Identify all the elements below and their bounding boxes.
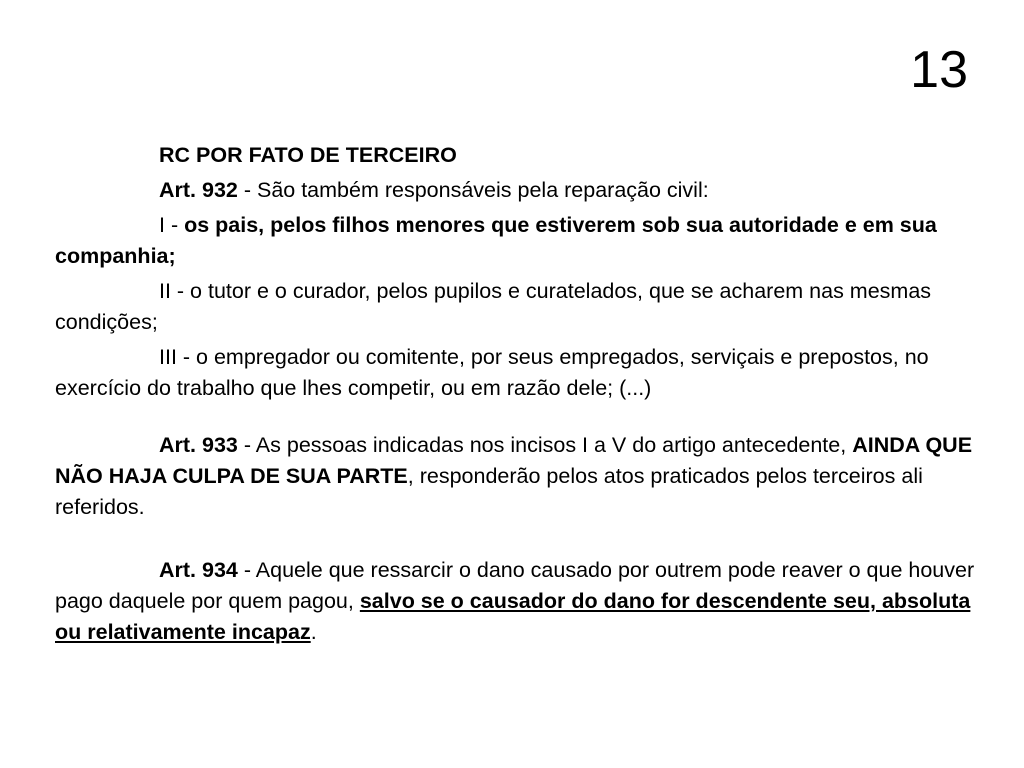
- article-933-text-1: - As pessoas indicadas nos incisos I a V do artigo antecedente,: [237, 433, 853, 457]
- article-933-emphasis: AINDA QUE NÃO HAJA CULPA DE SUA PARTE: [55, 433, 973, 488]
- inciso-1-text: os pais, pelos filhos menores que estiverem sob sua autoridade e em sua companhia;: [55, 213, 937, 268]
- inciso-3: [55, 342, 980, 404]
- inciso-1: [55, 210, 980, 272]
- inciso-1-prefix: I -: [159, 213, 185, 237]
- section-heading: [55, 140, 980, 171]
- article-934-text-2: .: [310, 620, 317, 644]
- article-934-emphasis: salvo se o causador do dano for descendente seu, absoluta ou relativamente incapaz: [55, 589, 971, 644]
- article-934-text-1: - Aquele que ressarcir o dano causado por outrem pode reaver o que houver pago daquele por quem pagou,: [55, 558, 975, 613]
- article-934: [55, 555, 980, 648]
- heading-text: RC POR FATO DE TERCEIRO: [159, 143, 457, 167]
- inciso-2-text: II - o tutor e o curador, pelos pupilos e curatelados, que se acharem nas mesmas condições;: [55, 279, 932, 334]
- article-932: [55, 175, 980, 206]
- inciso-2: [55, 276, 980, 338]
- article-933-text-2: , responderão pelos atos praticados pelos terceiros ali referidos.: [55, 464, 923, 519]
- article-933: [55, 430, 980, 523]
- article-934-label: Art. 934: [159, 558, 238, 582]
- article-932-text: - São também responsáveis pela reparação civil:: [237, 178, 709, 202]
- inciso-3-text: III - o empregador ou comitente, por seus empregados, serviçais e prepostos, no exercício do trabalho que lhes competir, ou em razão dele; (...): [55, 345, 929, 400]
- slide-number: 13: [910, 41, 968, 99]
- article-932-label: Art. 932: [159, 178, 238, 202]
- article-933-label: Art. 933: [159, 433, 238, 457]
- slide-content: [55, 140, 980, 652]
